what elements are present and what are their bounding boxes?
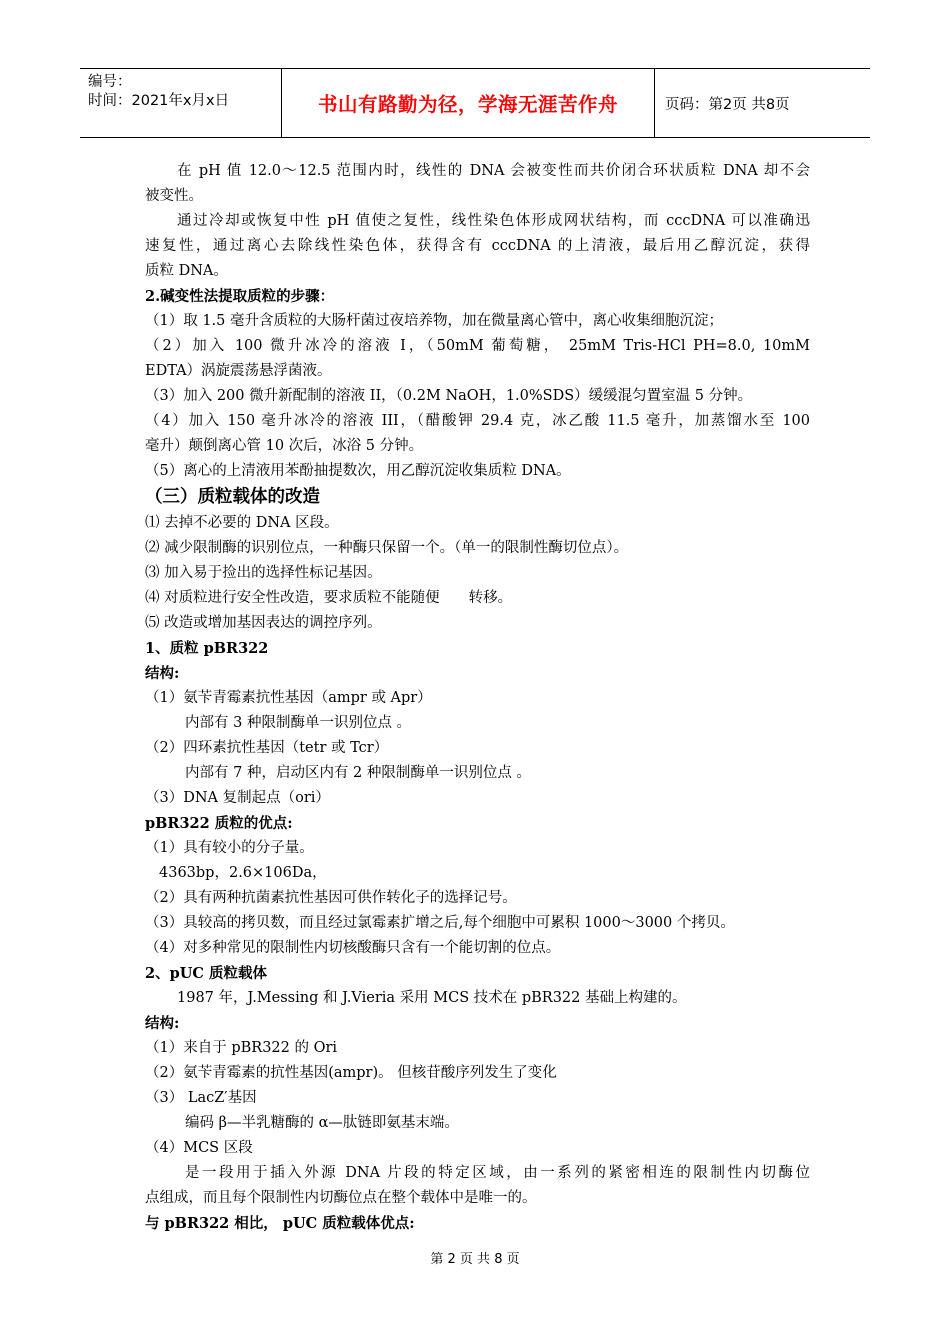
header-motto: 书山有路勤为径，学海无涯苦作舟 (282, 69, 655, 137)
list-item-detail: 内部有 3 种限制酶单一识别位点 。 (185, 715, 412, 731)
page-footer: 第 2 页 共 8 页 (430, 1252, 520, 1267)
list-item-detail: 内部有 7 种，启动区内有 2 种限制酶单一识别位点 。 (185, 765, 531, 781)
document-date-label: 时间：2021年x月x日 (88, 93, 230, 109)
document-body (145, 159, 810, 1236)
list-item: （4）加入 150 毫升冰冷的溶液 III，（醋酸钾 29.4 克，冰乙酸 11.5 毫升，加蒸馏水至 100 (145, 413, 810, 429)
paragraph-line: 质粒 DNA。 (145, 263, 228, 279)
list-item: （3）DNA 复制起点（ori） (145, 790, 330, 806)
section-heading: （三）质粒载体的改造 (145, 487, 320, 507)
list-item: （3） LacZ′基因 (145, 1090, 257, 1106)
list-item: ⑴ 去掉不必要的 DNA 区段。 (145, 515, 339, 531)
list-item: （3）具较高的拷贝数，而且经过氯霉素扩增之后,每个细胞中可累积 1000～3000 个拷贝。 (145, 915, 735, 931)
list-item: （4）对多种常见的限制性内切核酸酶只含有一个能切割的位点。 (145, 940, 561, 956)
list-item: ⑵ 减少限制酶的识别位点，一种酶只保留一个。（单一的限制性酶切位点）。 (145, 540, 629, 556)
paragraph-line: 通过冷却或恢复中性 pH 值使之复性，线性染色体形成网状结构，而 cccDNA 可以准确迅 (177, 213, 810, 229)
subheading: 结构: (145, 1015, 180, 1032)
list-item-detail: 4363bp，2.6×106Da， (159, 865, 327, 881)
list-item: ⑸ 改造或增加基因表达的调控序列。 (145, 615, 382, 631)
list-item: （5）离心的上清液用苯酚抽提数次，用乙醇沉淀收集质粒 DNA。 (145, 463, 571, 479)
paragraph-line: 1987 年，J.Messing 和 J.Vieria 采用 MCS 技术在 pBR322 基础上构建的。 (177, 990, 687, 1006)
subheading: 结构: (145, 665, 180, 682)
list-item: （2）氨苄青霉素的抗性基因(ampr)。 但核苷酸序列发生了变化 (145, 1065, 557, 1081)
paragraph-line: 被变性。 (145, 188, 203, 204)
page-header (80, 68, 870, 138)
list-item-detail: 是一段用于插入外源 DNA 片段的特定区域，由一系列的紧密相连的限制性内切酶位 (185, 1165, 810, 1181)
section-heading: 2、pUC 质粒载体 (145, 965, 267, 982)
list-item: （1）来自于 pBR322 的 Ori (145, 1040, 338, 1056)
paragraph-line: 速复性，通过离心去除线性染色体，获得含有 cccDNA 的上清液，最后用乙醇沉淀，获得 (145, 238, 810, 254)
list-item: ⑶ 加入易于捡出的选择性标记基因。 (145, 565, 382, 581)
paragraph-line: 在 pH 值 12.0～12.5 范围内时，线性的 DNA 会被变性而共价闭合环状质粒 DNA 却不会 (177, 163, 810, 179)
section-heading: 1、质粒 pBR322 (145, 640, 269, 657)
header-meta (80, 69, 282, 137)
section-heading: 与 pBR322 相比， pUC 质粒载体优点: (145, 1215, 415, 1232)
list-item: （1）氨苄青霉素抗性基因（ampr 或 Apr） (145, 690, 432, 706)
list-item-detail: 点组成，而且每个限制性内切酶位点在整个载体中是唯一的。 (145, 1190, 537, 1206)
list-item: （4）MCS 区段 (145, 1140, 253, 1156)
list-item-detail: 编码 β—半乳糖酶的 α—肽链即氨基末端。 (185, 1115, 459, 1131)
list-item: （1）取 1.5 毫升含质粒的大肠杆菌过夜培养物，加在微量离心管中，离心收集细胞沉淀； (145, 313, 723, 329)
list-item: （1）具有较小的分子量。 (145, 840, 314, 856)
list-item: EDTA）涡旋震荡悬浮菌液。 (145, 363, 332, 379)
subheading: pBR322 质粒的优点: (145, 815, 293, 832)
list-item: （2）四环素抗性基因（tetr 或 Tcr） (145, 740, 389, 756)
list-item: ⑷ 对质粒进行安全性改造，要求质粒不能随便 转移。 (145, 590, 513, 606)
document-number-label: 编号： (88, 74, 132, 90)
header-page-label: 页码：第2页 共8页 (665, 96, 790, 113)
section-heading: 2.碱变性法提取质粒的步骤： (145, 288, 335, 305)
list-item: （3）加入 200 微升新配制的溶液 II，（0.2M NaOH，1.0%SDS）缓缓混匀置室温 5 分钟。 (145, 388, 753, 404)
list-item: （2）加入 100 微升冰冷的溶液 I，（50mM 葡萄糖， 25mM Tris-HCl PH=8.0, 10mM (145, 338, 810, 354)
list-item: 毫升）颠倒离心管 10 次后，冰浴 5 分钟。 (145, 438, 424, 454)
list-item: （2）具有两种抗菌素抗性基因可供作转化子的选择记号。 (145, 890, 517, 906)
